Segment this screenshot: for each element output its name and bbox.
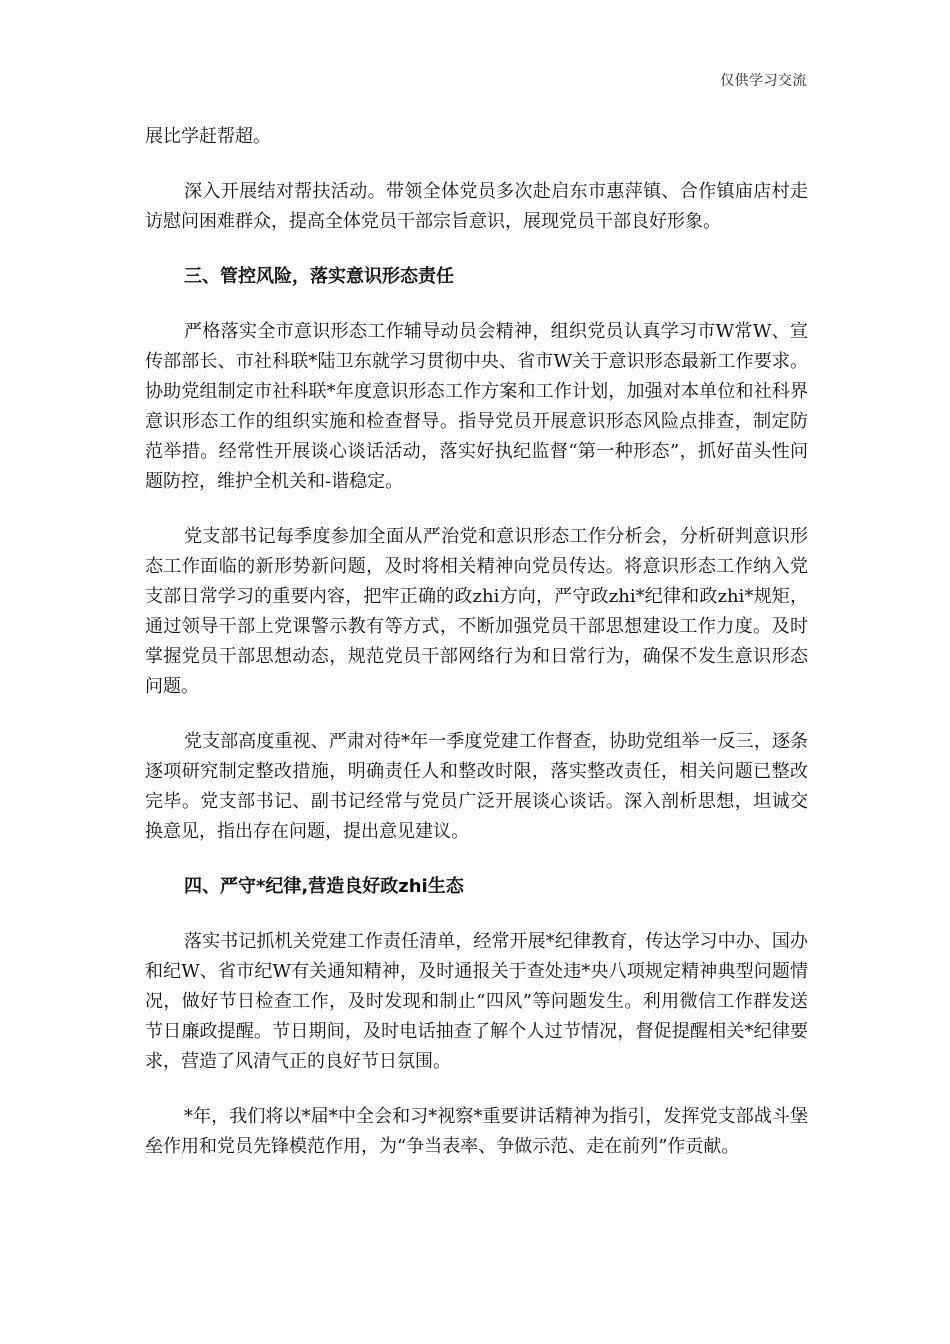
document-body [145, 122, 808, 1162]
paragraph-ideology-responsibility: 严格落实全市意识形态工作辅导动员会精神，组织党员认真学习市W常W、宣传部部长、市社科联*陆卫东就学习贯彻中央、省市W关于意识形态最新工作要求。协助党组制定市社科联*年度意识形态工作方案和工作计划，加强对本单位和社科界意识形态工作的组织实施和检查督导。指导党员开展意识形态风险点排查，制定防范举措。经常性开展谈心谈话活动，落实好执纪监督“第一种形态”，抓好苗头性问题防控，维护全机关和-谐稳定。 [145, 321, 808, 492]
paragraph-conclusion: *年，我们将以*届*中全会和习*视察*重要讲话精神为指引，发挥党支部战斗堡垒作用和党员先锋模范作用，为“争当表率、争做示范、走在前列”作贡献。 [145, 1106, 808, 1157]
paragraph-gap [145, 497, 808, 522]
paragraph-gap [145, 1077, 808, 1102]
paragraph-gap [145, 702, 808, 727]
paragraph-gap [145, 152, 808, 177]
paragraph-gap [145, 292, 808, 317]
paragraph-gap [145, 847, 808, 872]
paragraph-discipline: 落实书记抓机关党建工作责任清单，经常开展*纪律教育，传达学习中办、国办和纪W、省市纪W有关通知精神，及时通报关于查处违*央八项规定精神典型问题情况，做好节日检查工作，及时发现和制止“四风”等问题发生。利用微信工作群发送节日廉政提醒。节日期间，及时电话抽查了解个人过节情况，督促提醒相关*纪律要求，营造了风清气正的良好节日氛围。 [145, 931, 808, 1072]
paragraph-paired-assistance: 深入开展结对帮扶活动。带领全体党员多次赴启东市惠萍镇、合作镇庙店村走访慰问困难群众，提高全体党员干部宗旨意识，展现党员干部良好形象。 [145, 181, 808, 232]
section-heading-4: 四、严守*纪律,营造良好政zhi生态 [184, 876, 464, 897]
header-note: 仅供学习交流 [720, 73, 807, 89]
paragraph-rectification: 党支部高度重视、严肃对待*年一季度党建工作督查，协助党组举一反三，逐条逐项研究制定整改措施，明确责任人和整改时限，落实整改责任，相关问题已整改完毕。党支部书记、副书记经常与党员广泛开展谈心谈话。深入剖析思想，坦诚交换意见，指出存在问题，提出意见建议。 [145, 731, 808, 842]
paragraph-gap [145, 237, 808, 262]
paragraph-continuation: 展比学赶帮超。 [145, 126, 271, 147]
paragraph-gap [145, 902, 808, 927]
paragraph-branch-secretary: 党支部书记每季度参加全面从严治党和意识形态工作分析会，分析研判意识形态工作面临的新形势新问题，及时将相关精神向党员传达。将意识形态工作纳入党支部日常学习的重要内容，把牢正确的政zhi方向，严守政zhi*纪律和政zhi*规矩，通过领导干部上党课警示教有等方式，不断加强党员干部思想建设工作力度。及时掌握党员干部思想动态，规范党员干部网络行为和日常行为，确保不发生意识形态问题。 [145, 526, 808, 697]
section-heading-3: 三、管控风险，落实意识形态责任 [184, 266, 454, 287]
